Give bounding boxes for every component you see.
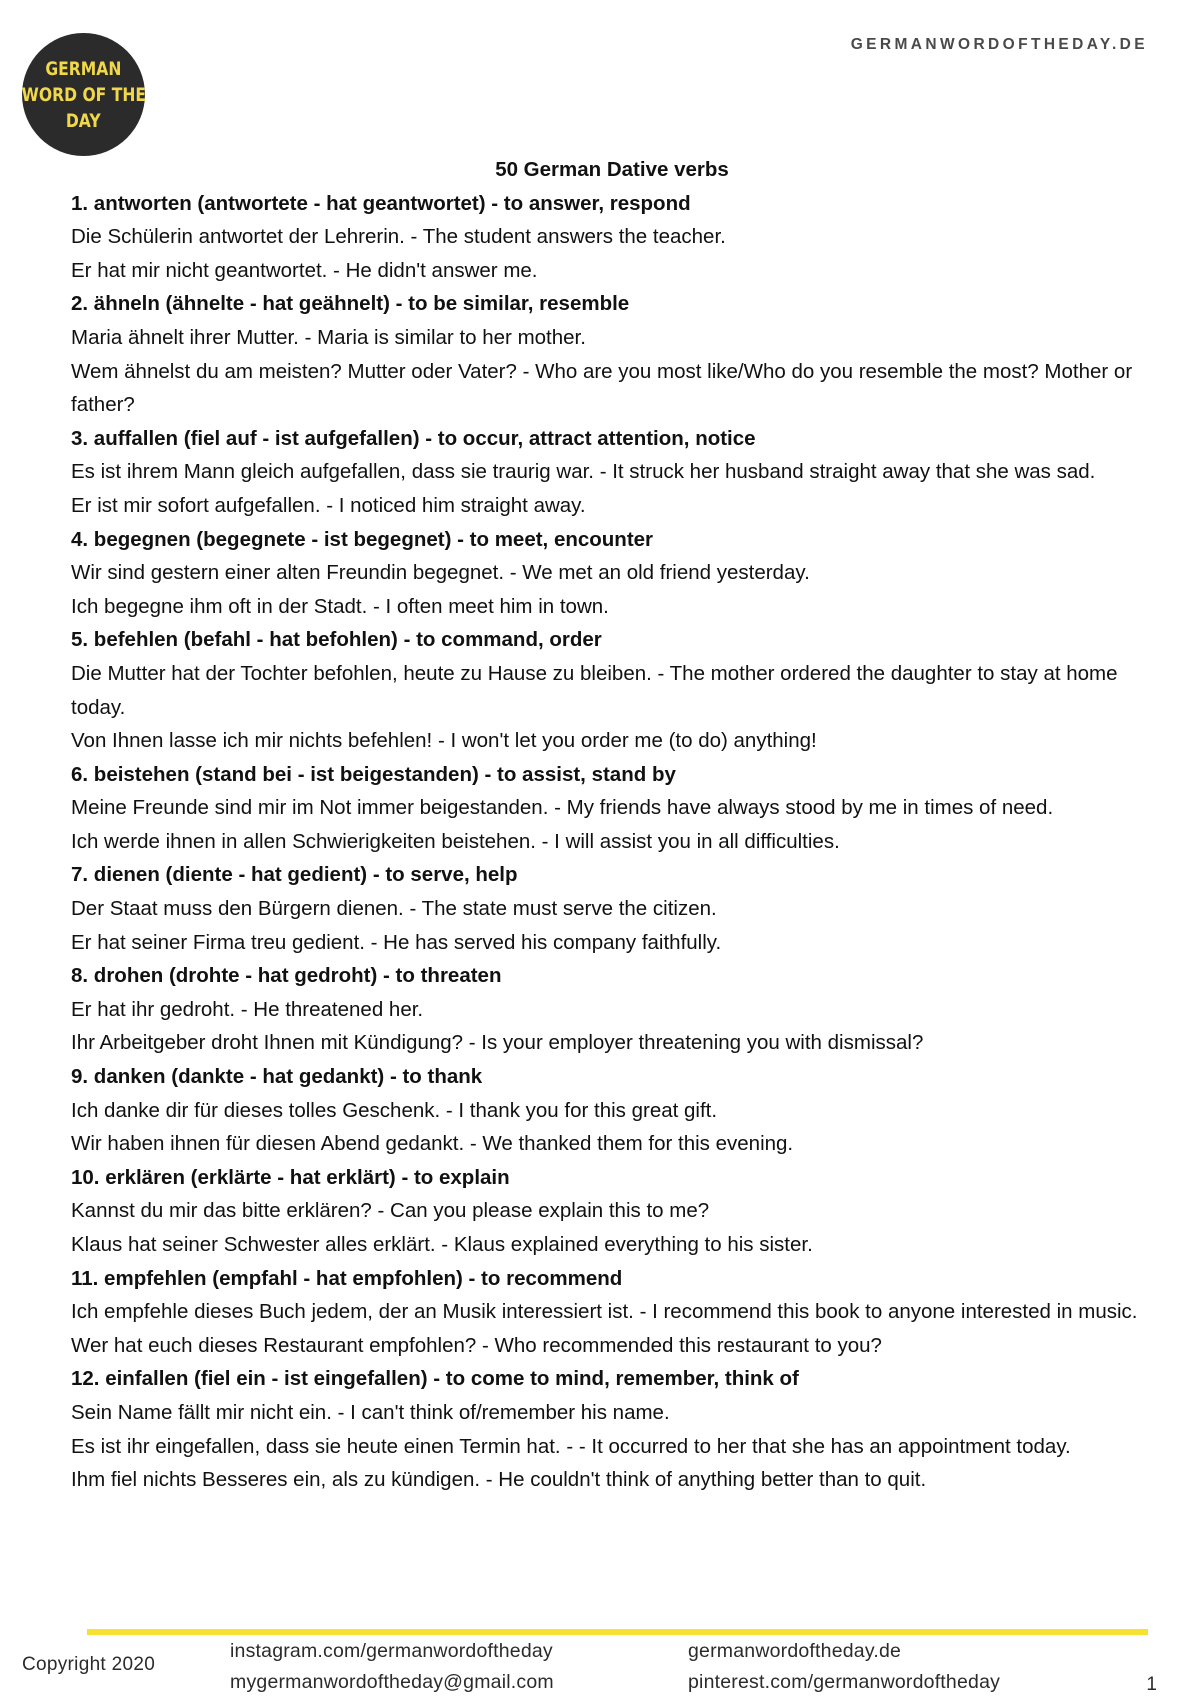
example-sentence: Meine Freunde sind mir im Not immer beigestanden. - My friends have always stood by me in times of need. (71, 796, 1054, 820)
verb-heading: 11. empfehlen (empfahl - hat empfohlen) - to recommend (71, 1266, 623, 1290)
verb-heading: 1. antworten (antwortete - hat geantwortet) - to answer, respond (71, 191, 691, 215)
example-sentence: Wir haben ihnen für diesen Abend gedankt. - We thanked them for this evening. (71, 1132, 794, 1156)
example-sentence: Wem ähnelst du am meisten? Mutter oder Vater? - Who are you most like/Who do you resemble the most? Mother or father? (71, 359, 1133, 417)
verb-heading: 9. danken (dankte - hat gedankt) - to thank (71, 1065, 483, 1089)
verb-heading: 10. erklären (erklärte - hat erklärt) - to explain (71, 1165, 510, 1189)
example-sentence: Maria ähnelt ihrer Mutter. - Maria is similar to her mother. (71, 325, 586, 349)
example-sentence: Wir sind gestern einer alten Freundin begegnet. - We met an old friend yesterday. (71, 561, 810, 585)
example-sentence: Sein Name fällt mir nicht ein. - I can't think of/remember his name. (71, 1400, 670, 1424)
verb-heading: 6. beistehen (stand bei - ist beigestanden) - to assist, stand by (71, 762, 676, 786)
copyright-text: Copyright 2020 (22, 1654, 156, 1675)
verb-heading: 2. ähneln (ähnelte - hat geähnelt) - to be similar, resemble (71, 292, 630, 316)
example-sentence: Er hat mir nicht geantwortet. - He didn't answer me. (71, 258, 538, 282)
example-sentence: Ich danke dir für dieses tolles Geschenk. - I thank you for this great gift. (71, 1098, 718, 1122)
example-sentence: Ich begegne ihm oft in der Stadt. - I often meet him in town. (71, 594, 609, 618)
pinterest-link[interactable]: pinterest.com/germanwordoftheday (688, 1671, 1001, 1693)
instagram-link[interactable]: instagram.com/germanwordoftheday (230, 1640, 553, 1662)
verb-heading: 12. einfallen (fiel ein - ist eingefallen) - to come to mind, remember, think of (71, 1367, 799, 1391)
logo-line: DAY (66, 109, 101, 132)
example-sentence: Ich empfehle dieses Buch jedem, der an Musik interessiert ist. - I recommend this book to anyone interested in music. (71, 1300, 1138, 1324)
example-sentence: Ich werde ihnen in allen Schwierigkeiten beistehen. - I will assist you in all difficulties. (71, 829, 840, 853)
verb-heading: 3. auffallen (fiel auf - ist aufgefallen) - to occur, attract attention, notice (71, 426, 756, 450)
example-sentence: Die Mutter hat der Tochter befohlen, heute zu Hause zu bleiben. - The mother ordered the daughter to stay at home today. (71, 661, 1118, 719)
example-sentence: Er hat ihr gedroht. - He threatened her. (71, 997, 424, 1021)
document-title: 50 German Dative verbs (495, 158, 729, 181)
verb-heading: 4. begegnen (begegnete - ist begegnet) - to meet, encounter (71, 527, 654, 551)
example-sentence: Er hat seiner Firma treu gedient. - He has served his company faithfully. (71, 930, 722, 954)
page-number: 1 (1146, 1674, 1157, 1695)
example-sentence: Er ist mir sofort aufgefallen. - I noticed him straight away. (71, 493, 586, 517)
example-sentence: Die Schülerin antwortet der Lehrerin. - The student answers the teacher. (71, 225, 726, 249)
example-sentence: Ihr Arbeitgeber droht Ihnen mit Kündigung? - Is your employer threatening you with dismissal? (71, 1031, 924, 1055)
document-body (71, 153, 1153, 1497)
example-sentence: Es ist ihrem Mann gleich aufgefallen, dass sie traurig war. - It struck her husband straight away that she was sad. (71, 460, 1096, 484)
example-sentence: Klaus hat seiner Schwester alles erklärt. - Klaus explained everything to his sister. (71, 1233, 813, 1256)
verb-list (71, 187, 1153, 1497)
verb-heading: 5. befehlen (befahl - hat befohlen) - to command, order (71, 628, 602, 652)
example-sentence: Wer hat euch dieses Restaurant empfohlen? - Who recommended this restaurant to you? (71, 1333, 882, 1357)
verb-heading: 7. dienen (diente - hat gedient) - to serve, help (71, 863, 518, 887)
example-sentence: Von Ihnen lasse ich mir nichts befehlen! - I won't let you order me (to do) anything! (71, 729, 817, 753)
site-header-link[interactable]: GERMANWORDOFTHEDAY.DE (850, 36, 1148, 53)
example-sentence: Der Staat muss den Bürgern dienen. - The state must serve the citizen. (71, 897, 717, 921)
logo-line: WORD OF THE (21, 83, 146, 106)
example-sentence: Es ist ihr eingefallen, dass sie heute einen Termin hat. - - It occurred to her that she has an appointment today. (71, 1434, 1071, 1458)
website-link[interactable]: germanwordoftheday.de (688, 1640, 902, 1662)
example-sentence: Ihm fiel nichts Besseres ein, als zu kündigen. - He couldn't think of anything better than to quit. (71, 1468, 927, 1492)
footer-divider (87, 1629, 1148, 1635)
logo-line: GERMAN (45, 57, 122, 80)
email-link[interactable]: mygermanwordoftheday@gmail.com (230, 1671, 554, 1693)
brand-logo (22, 33, 145, 156)
verb-heading: 8. drohen (drohte - hat gedroht) - to threaten (71, 964, 502, 988)
example-sentence: Kannst du mir das bitte erklären? - Can you please explain this to me? (71, 1199, 710, 1223)
